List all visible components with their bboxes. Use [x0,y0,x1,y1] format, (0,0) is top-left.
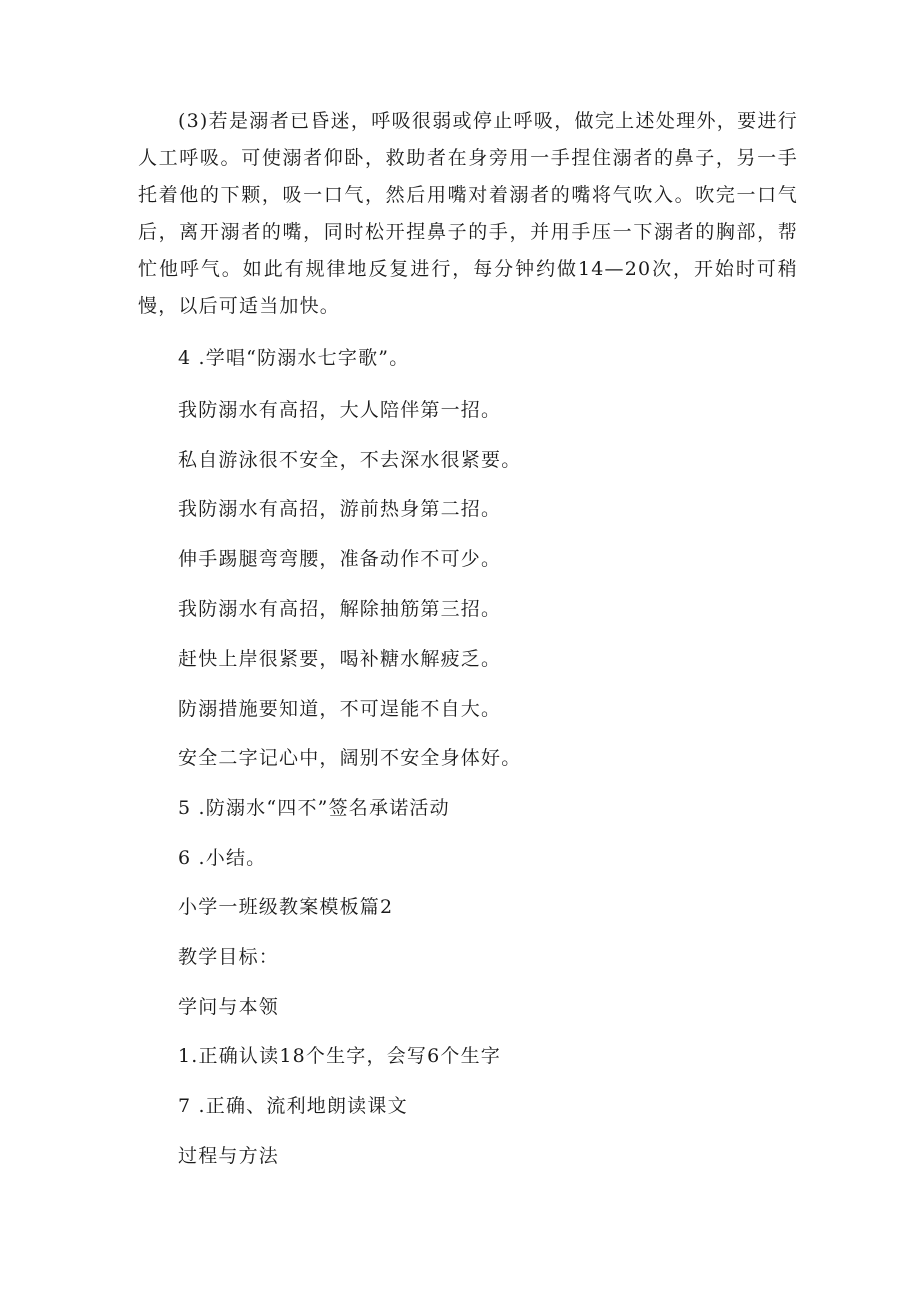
section-heading: 教学目标： [178,946,280,968]
song-line: 赶快上岸很紧要，喝补糖水解疲乏。 [178,648,502,670]
section-heading: 学问与本领 [178,996,280,1018]
lesson-title: 小学一班级教案模板篇2 [178,896,394,918]
section-heading: 6 .小结。 [178,847,267,869]
song-line: 私自游泳很不安全，不去深水很紧要。 [178,449,522,471]
song-line: 我防溺水有高招，大人陪伴第一招。 [178,399,502,421]
section-heading: 5 .防溺水“四不”签名承诺活动 [178,797,450,819]
song-line: 伸手踢腿弯弯腰，准备动作不可少。 [178,548,502,570]
song-line: 防溺措施要知道，不可逞能不自大。 [178,698,502,720]
song-line: 我防溺水有高招，游前热身第二招。 [178,498,502,520]
song-line: 安全二字记心中，阔别不安全身体好。 [178,747,522,769]
section-heading: 过程与方法 [178,1145,280,1167]
section-heading: 4 .学唱“防溺水七字歌”。 [178,347,410,369]
list-item: 7 .正确、流利地朗读课文 [178,1095,408,1117]
rescue-paragraph: (3)若是溺者已昏迷，呼吸很弱或停止呼吸，做完上述处理外，要进行人工呼吸。可使溺者仰卧，救助者在身旁用一手捏住溺者的鼻子，另一手托着他的下颗，吸一口气，然后用嘴对着溺者的嘴将气吹入。吹完一口气后，离开溺者的嘴，同时松开捏鼻子的手，并用手压一下溺者的胸部，帮忙他呼气。如此有规律地反复进行，每分钟约做14—20次，开始时可稍慢，以后可适当加快。 [138,110,798,317]
list-item: 1.正确认读18个生字，会写6个生字 [178,1045,501,1067]
song-line: 我防溺水有高招，解除抽筋第三招。 [178,598,502,620]
